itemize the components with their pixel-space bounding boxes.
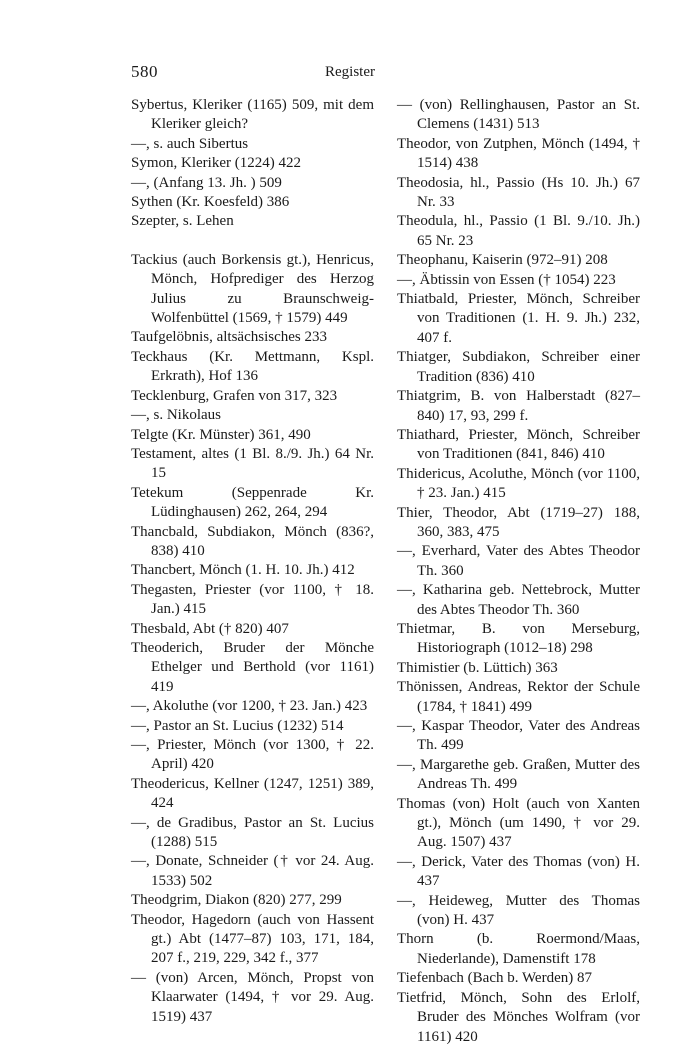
index-entry: Tackius (auch Borkensis gt.), Henricus, Mönch, Hofprediger des Herzog Julius zu Braunschweig-Wolfenbüttel (1569, † 1579) 449 [131, 251, 374, 327]
index-entry: Theodosia, hl., Passio (Hs 10. Jh.) 67 Nr. 33 [397, 174, 640, 211]
index-entry: Thier, Theodor, Abt (1719–27) 188, 360, 383, 475 [397, 504, 640, 540]
index-entry: Tiefenbach (Bach b. Werden) 87 [397, 970, 592, 987]
index-entry: Thesbald, Abt († 820) 407 [131, 620, 289, 637]
index-entry: Teckhaus (Kr. Mettmann, Kspl. Erkrath), Hof 136 [131, 348, 374, 385]
index-entry: — (von) Arcen, Mönch, Propst von Klaarwater (1494, † vor 29. Aug. 1519) 437 [131, 969, 374, 1025]
page-number: 580 [131, 62, 158, 81]
index-entry: —, Everhard, Vater des Abtes Theodor Th. 360 [397, 543, 640, 579]
index-entry: Theodor, Hagedorn (auch von Hassent gt.) Abt (1477–87) 103, 171, 184, 207 f., 219, 229, 342 f., 377 [131, 911, 374, 967]
index-entry: Theodula, hl., Passio (1 Bl. 9./10. Jh.) 65 Nr. 23 [397, 213, 640, 249]
index-entry: Thiathard, Priester, Mönch, Schreiber von Traditionen (841, 846) 410 [397, 426, 640, 463]
index-entry: Theodericus, Kellner (1247, 1251) 389, 424 [131, 775, 374, 812]
index-entry: Thönissen, Andreas, Rektor der Schule (1784, † 1841) 499 [397, 679, 640, 715]
index-entry: —, Äbtissin von Essen († 1054) 223 [397, 271, 616, 288]
index-entry: Thimistier (b. Lüttich) 363 [397, 659, 558, 676]
index-entry: —, Pastor an St. Lucius (1232) 514 [131, 717, 344, 734]
index-entry: —, Akoluthe (vor 1200, † 23. Jan.) 423 [131, 698, 368, 715]
index-entry: Thancbert, Mönch (1. H. 10. Jh.) 412 [131, 562, 355, 579]
index-entry: — (von) Rellinghausen, Pastor an St. Clemens (1431) 513 [397, 97, 640, 133]
index-entry: Tecklenburg, Grafen von 317, 323 [131, 387, 338, 404]
index-entry: —, Katharina geb. Nettebrock, Mutter des Abtes Theodor Th. 360 [397, 582, 640, 618]
index-entry: Tetekum (Seppenrade Kr. Lüdinghausen) 262, 264, 294 [131, 484, 374, 521]
index-entry: Thiatger, Subdiakon, Schreiber einer Tradition (836) 410 [397, 349, 640, 385]
index-entry: Thietmar, B. von Merseburg, Historiograph (1012–18) 298 [397, 620, 640, 657]
index-entry: Theodor, von Zutphen, Mönch (1494, † 1514) 438 [397, 135, 640, 172]
index-entry: Theoderich, Bruder der Mönche Ethelger und Berthold (vor 1161) 419 [131, 639, 374, 695]
index-entry: Thiatbald, Priester, Mönch, Schreiber von Traditionen (1. H. 9. Jh.) 232, 407 f. [397, 291, 640, 346]
index-column-left [131, 96, 374, 1027]
index-entry: Szepter, s. Lehen [131, 213, 234, 230]
index-entry: —, Margarethe geb. Graßen, Mutter des Andreas Th. 499 [397, 756, 640, 793]
index-entry: Theophanu, Kaiserin (972–91) 208 [397, 252, 608, 269]
index-entry: Thiatgrim, B. von Halberstadt (827–840) 17, 93, 299 f. [397, 388, 640, 424]
index-entry: —, de Gradibus, Pastor an St. Lucius (1288) 515 [131, 814, 374, 851]
index-entry: Telgte (Kr. Münster) 361, 490 [131, 426, 311, 443]
index-entry: Thancbald, Subdiakon, Mönch (836?, 838) 410 [131, 523, 374, 559]
index-entry: Sybertus, Kleriker (1165) 509, mit dem Kleriker gleich? [131, 97, 374, 133]
index-entry: —, Priester, Mönch (vor 1300, † 22. April) 420 [131, 737, 374, 773]
index-entry: Tietfrid, Mönch, Sohn des Erlolf, Bruder des Mönches Wolfram (vor 1161) 420 [397, 989, 640, 1045]
index-entry: Thidericus, Acoluthe, Mönch (vor 1100, † 23. Jan.) 415 [397, 465, 640, 502]
index-entry: —, Derick, Vater des Thomas (von) H. 437 [397, 853, 640, 890]
index-entry: Taufgelöbnis, altsächsisches 233 [131, 329, 327, 346]
index-entry: Thomas (von) Holt (auch von Xanten gt.), Mönch (um 1490, † vor 29. Aug. 1507) 437 [397, 795, 640, 851]
section-gap [131, 232, 374, 251]
index-entry: —, s. Nikolaus [131, 407, 221, 424]
index-column-right [397, 96, 640, 1047]
index-entry: Testament, altes (1 Bl. 8./9. Jh.) 64 Nr. 15 [131, 445, 374, 482]
index-entry: Thorn (b. Roermond/Maas, Niederlande), Damenstift 178 [397, 931, 640, 967]
index-entry: —, s. auch Sibertus [131, 135, 249, 152]
index-entry: Theodgrim, Diakon (820) 277, 299 [131, 892, 342, 909]
index-entry: —, Kaspar Theodor, Vater des Andreas Th. 499 [397, 718, 640, 754]
index-entry: Symon, Kleriker (1224) 422 [131, 155, 301, 172]
index-entry: Thegasten, Priester (vor 1100, † 18. Jan.) 415 [131, 581, 374, 618]
index-entry: Sythen (Kr. Koesfeld) 386 [131, 194, 290, 211]
index-entry: —, Heideweg, Mutter des Thomas (von) H. 437 [397, 892, 640, 929]
index-entry: —, (Anfang 13. Jh. ) 509 [131, 174, 282, 191]
index-entry: —, Donate, Schneider († vor 24. Aug. 1533) 502 [131, 853, 374, 889]
running-title: Register [325, 64, 375, 80]
